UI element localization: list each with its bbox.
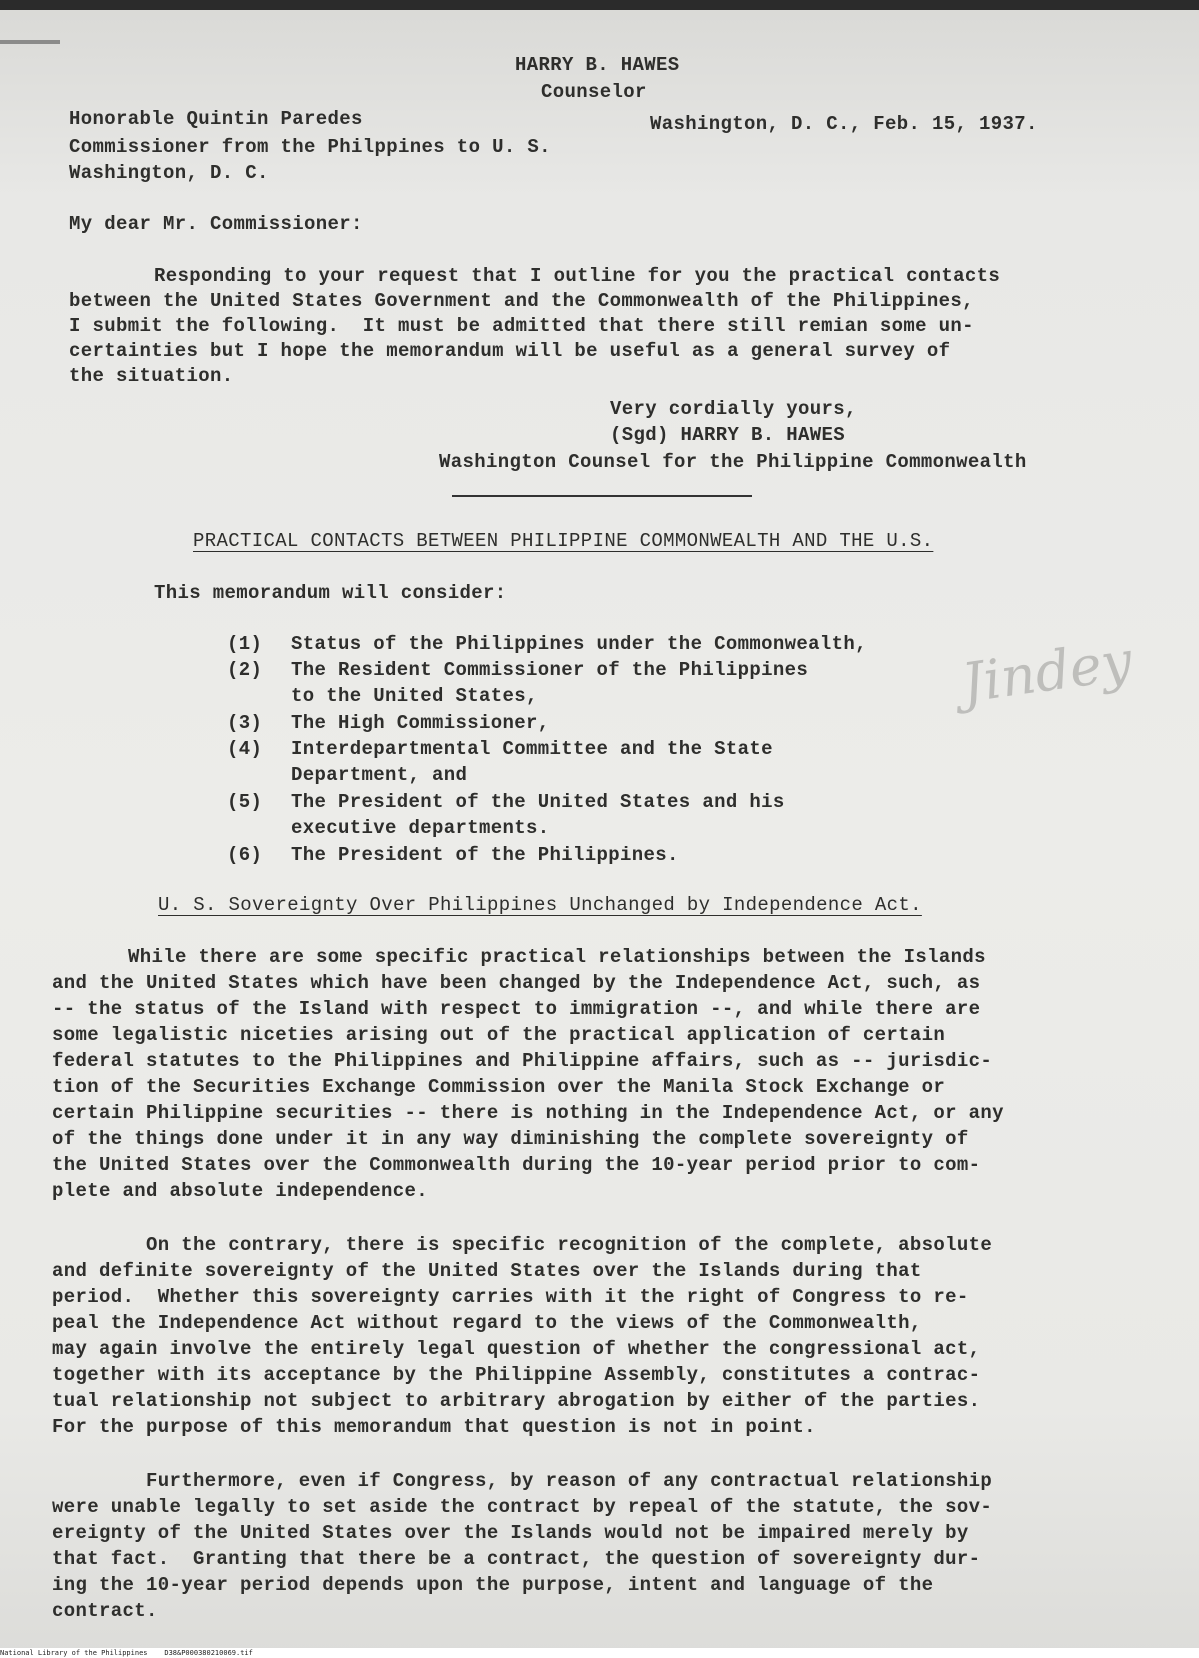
section-heading: U. S. Sovereignty Over Philippines Unchanged by Independence Act.: [158, 894, 922, 916]
list-item: Status of the Philippines under the Commonwealth,: [291, 633, 867, 655]
paragraph-line: period. Whether this sovereignty carries with it the right of Congress to re-: [52, 1286, 969, 1308]
scan-footer: National Library of the Philippines D38&P000380210069.tif: [0, 1648, 1199, 1658]
list-number: (4): [227, 738, 263, 760]
paragraph-line: and the United States which have been changed by the Independence Act, such, as: [52, 972, 981, 994]
list-item: executive departments.: [291, 817, 550, 839]
paragraph-line: tual relationship not subject to arbitrary abrogation by either of the parties.: [52, 1390, 981, 1412]
recipient-city: Washington, D. C.: [69, 162, 269, 184]
recipient-name: Honorable Quintin Paredes: [69, 108, 363, 130]
paragraph-line: of the things done under it in any way diminishing the complete sovereignty of: [52, 1128, 969, 1150]
list-number: (2): [227, 659, 263, 681]
paragraph-line: were unable legally to set aside the contract by repeal of the statute, the sov-: [52, 1496, 993, 1518]
letterhead-name: HARRY B. HAWES: [515, 54, 680, 76]
scan-mark: [0, 40, 60, 44]
closing: Very cordially yours,: [610, 398, 857, 420]
list-item: Department, and: [291, 764, 468, 786]
memo-intro: This memorandum will consider:: [154, 582, 507, 604]
paragraph-line: together with its acceptance by the Philippine Assembly, constitutes a contrac-: [52, 1364, 981, 1386]
list-item: Interdepartmental Committee and the State: [291, 738, 773, 760]
paragraph-line: tion of the Securities Exchange Commission over the Manila Stock Exchange or: [52, 1076, 946, 1098]
paragraph-line: -- the status of the Island with respect to immigration --, and while there are: [52, 998, 981, 1020]
paragraph-line: peal the Independence Act without regard to the views of the Commonwealth,: [52, 1312, 922, 1334]
paragraph-line: may again involve the entirely legal question of whether the congressional act,: [52, 1338, 981, 1360]
separator-rule: [452, 495, 752, 497]
memo-heading: PRACTICAL CONTACTS BETWEEN PHILIPPINE COMMONWEALTH AND THE U.S.: [193, 530, 934, 552]
list-number: (5): [227, 791, 263, 813]
letterhead-title: Counselor: [541, 81, 647, 103]
list-number: (3): [227, 712, 263, 734]
list-item: The President of the Philippines.: [291, 844, 679, 866]
paragraph-line: For the purpose of this memorandum that question is not in point.: [52, 1416, 816, 1438]
scan-top-edge: [0, 0, 1199, 10]
paragraph-line: On the contrary, there is specific recognition of the complete, absolute: [146, 1234, 993, 1256]
recipient-title: Commissioner from the Philppines to U. S.: [69, 136, 551, 158]
paragraph-line: and definite sovereignty of the United States over the Islands during that: [52, 1260, 922, 1282]
paragraph-line: some legalistic niceties arising out of the practical application of certain: [52, 1024, 946, 1046]
salutation: My dear Mr. Commissioner:: [69, 213, 363, 235]
letter-body-line: the situation.: [69, 365, 234, 387]
list-item: The President of the United States and his: [291, 791, 785, 813]
list-number: (1): [227, 633, 263, 655]
list-item: The Resident Commissioner of the Philippines: [291, 659, 809, 681]
paragraph-line: the United States over the Commonwealth during the 10-year period prior to com-: [52, 1154, 981, 1176]
letter-body-line: between the United States Government and the Commonwealth of the Philippines,: [69, 290, 974, 312]
handwritten-signature: Jindey: [957, 628, 1136, 715]
list-item: to the United States,: [291, 685, 538, 707]
paragraph-line: While there are some specific practical relationships between the Islands: [128, 946, 986, 968]
place-date: Washington, D. C., Feb. 15, 1937.: [650, 113, 1038, 135]
paragraph-line: that fact. Granting that there be a contract, the question of sovereignty dur-: [52, 1548, 981, 1570]
signed-name: (Sgd) HARRY B. HAWES: [610, 424, 846, 446]
paragraph-line: ereignty of the United States over the Islands would not be impaired merely by: [52, 1522, 969, 1544]
signer-title: Washington Counsel for the Philippine Commonwealth: [439, 451, 1027, 473]
paragraph-line: federal statutes to the Philippines and Philippine affairs, such as -- jurisdic-: [52, 1050, 993, 1072]
paragraph-line: certain Philippine securities -- there is nothing in the Independence Act, or any: [52, 1102, 1004, 1124]
paragraph-line: contract.: [52, 1600, 158, 1622]
paragraph-line: ing the 10-year period depends upon the purpose, intent and language of the: [52, 1574, 934, 1596]
letter-body-line: I submit the following. It must be admitted that there still remian some un-: [69, 315, 974, 337]
letter-body-line: certainties but I hope the memorandum will be useful as a general survey of: [69, 340, 951, 362]
paragraph-line: plete and absolute independence.: [52, 1180, 429, 1202]
list-item: The High Commissioner,: [291, 712, 550, 734]
paragraph-line: Furthermore, even if Congress, by reason of any contractual relationship: [146, 1470, 993, 1492]
list-number: (6): [227, 844, 263, 866]
letter-body-line: Responding to your request that I outline for you the practical contacts: [154, 265, 1001, 287]
